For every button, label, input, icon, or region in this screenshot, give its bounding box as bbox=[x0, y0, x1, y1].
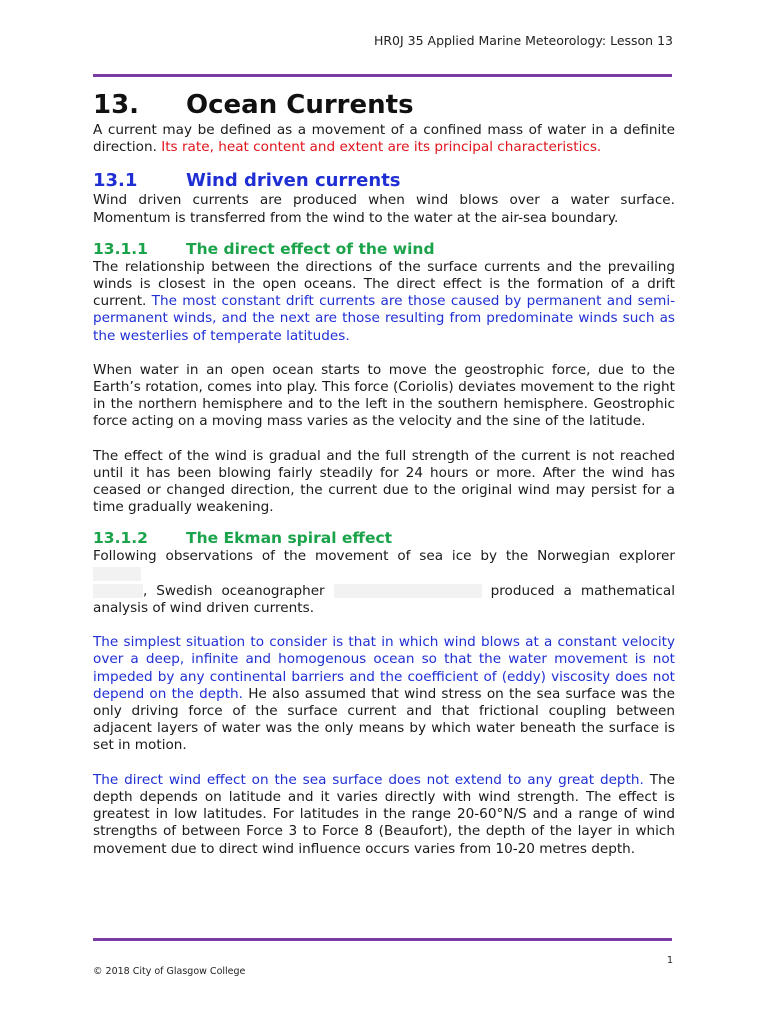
subsection-heading-13-1-1 bbox=[93, 239, 675, 259]
paragraph-text: produced a mathematical analysis of wind driven currents. bbox=[93, 582, 675, 617]
subsection-number: 13.1 bbox=[93, 170, 138, 192]
paragraph-text: The relationship between the directions of the surface currents and the prevailing winds is closest in the open oceans. The direct effect is the formation of a drift current. bbox=[93, 258, 675, 310]
subsection-number: 13.1.2 bbox=[93, 529, 148, 548]
paragraph-text: , Swedish oceanographer bbox=[143, 582, 334, 599]
section-number: 13. bbox=[93, 90, 140, 120]
page-number: 1 bbox=[666, 955, 673, 966]
intro-text: A current may be defined as a movement of a confined mass of water in a definite direction. bbox=[93, 122, 675, 156]
subsection-title: Wind driven currents bbox=[186, 170, 401, 192]
subsection-13-1-text: Wind driven currents are produced when wind blows over a water surface. Momentum is transferred from the wind to the water at the air-sea boundary. bbox=[93, 192, 675, 226]
subsection-number: 13.1.1 bbox=[93, 239, 148, 258]
paragraph-direct-effect-1 bbox=[93, 259, 675, 345]
document-header-title: HR0J 35 Applied Marine Meteorology: Lesson 13 bbox=[373, 33, 673, 48]
paragraph-direct-effect-3: The effect of the wind is gradual and the full strength of the current is not reached until it has been blowing fairly steadily for 24 hours or more. After the wind has ceased or changed direction, the current due to the original wind may persist for a time gradually weakening. bbox=[93, 447, 675, 516]
redacted-name bbox=[93, 567, 141, 581]
page-body bbox=[93, 88, 675, 858]
paragraph-highlight: The simplest situation to consider is that in which wind blows at a constant velocity over a deep, infinite and homogenous ocean so that the water movement is not impeded by any continental barriers and the coefficient of (eddy) viscosity does not depend on the depth. bbox=[93, 634, 675, 702]
paragraph-ekman-1 bbox=[93, 548, 675, 617]
subsection-heading-13-1 bbox=[93, 170, 675, 192]
section-intro bbox=[93, 122, 675, 156]
paragraph-text: The depth depends on latitude and it varies directly with wind strength. The effect is greatest in low latitudes. For latitudes in the range 20-60°N/S and a range of wind strengths of between Force 3 to Force 8 (Beaufort), the depth of the layer in which movement due to direct wind influence occurs varies from 10-20 metres depth. bbox=[93, 771, 675, 857]
section-heading bbox=[93, 88, 675, 122]
paragraph-direct-effect-2: When water in an open ocean starts to move the geostrophic force, due to the Earth’s rotation, comes into play. This force (Coriolis) deviates movement to the right in the northern hemisphere and to the left in the southern hemisphere. Geostrophic force acting on a moving mass varies as the velocity and the sine of the latitude. bbox=[93, 361, 675, 430]
footer-copyright: © 2018 City of Glasgow College bbox=[93, 966, 246, 977]
subsection-heading-13-1-2 bbox=[93, 528, 675, 548]
header-divider bbox=[93, 74, 672, 77]
subsection-title: The Ekman spiral effect bbox=[186, 529, 393, 548]
paragraph-text: Following observations of the movement of sea ice by the Norwegian explorer bbox=[93, 548, 675, 565]
paragraph-highlight: The most constant drift currents are those caused by permanent and semi-permanent winds, and the next are those resulting from predominate winds such as the westerlies of temperate latitudes. bbox=[93, 293, 675, 344]
redacted-name bbox=[334, 584, 482, 598]
paragraph-text: He also assumed that wind stress on the sea surface was the only driving force of the surface current and that frictional coupling between adjacent layers of water was the only means by which water beneath the surface is set in motion. bbox=[93, 685, 675, 754]
subsection-title: The direct effect of the wind bbox=[186, 239, 435, 258]
footer-divider bbox=[93, 938, 672, 941]
intro-highlight: Its rate, heat content and extent are its principal characteristics. bbox=[161, 139, 602, 156]
paragraph-ekman-3 bbox=[93, 772, 675, 858]
section-title: Ocean Currents bbox=[186, 90, 414, 120]
redacted-name bbox=[93, 584, 143, 598]
paragraph-highlight: The direct wind effect on the sea surface does not extend to any great depth. bbox=[93, 771, 644, 788]
paragraph-ekman-2 bbox=[93, 634, 675, 754]
